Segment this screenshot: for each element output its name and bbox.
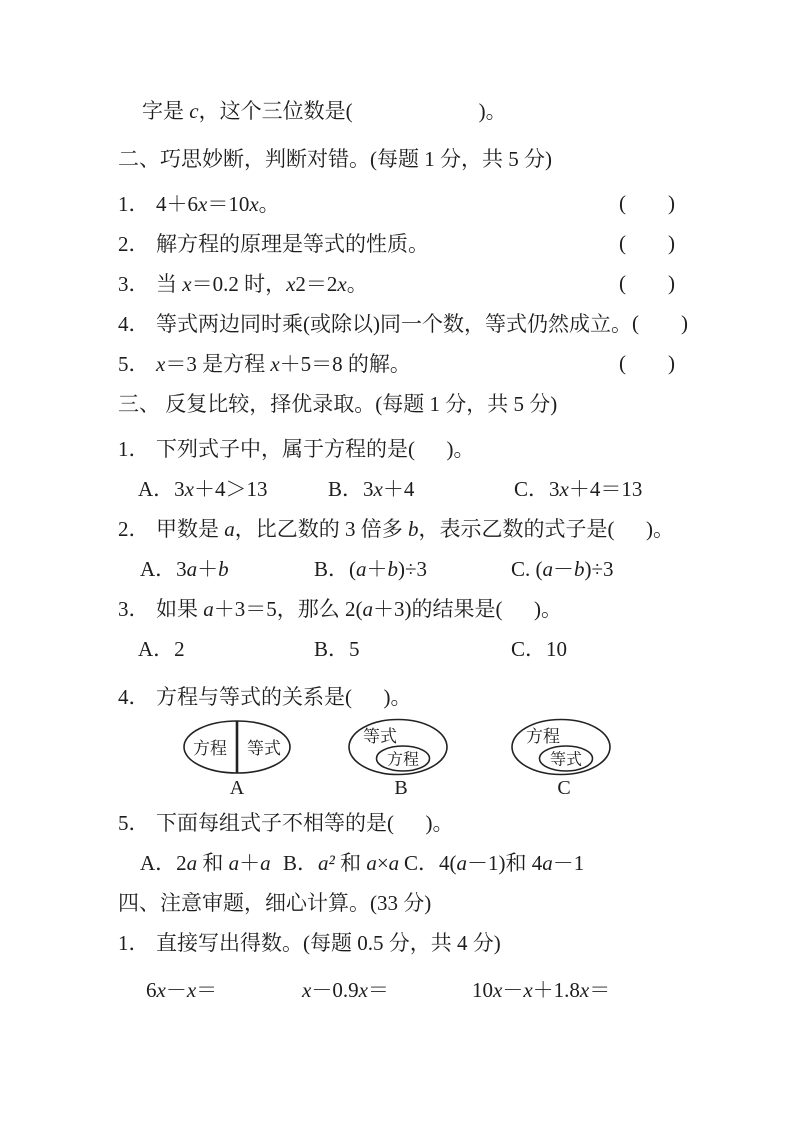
calc-expression-1: 6x－x＝ xyxy=(146,978,218,1002)
venn-diagram-c xyxy=(508,718,620,798)
venn-c-nested-ellipse xyxy=(508,718,620,776)
question-number: 2． xyxy=(118,232,150,256)
option-a: A．2 xyxy=(138,637,185,661)
venn-b-outer-label: 等式 xyxy=(363,727,397,746)
question-text: 方程与等式的关系是( )。 xyxy=(156,685,412,709)
question-number: 3． xyxy=(118,272,150,296)
question-number: 1． xyxy=(118,931,150,955)
question-number: 2． xyxy=(118,517,150,541)
option-b: B．a² 和 a×a xyxy=(283,851,400,875)
question-text: 下列式子中，属于方程的是( )。 xyxy=(156,437,475,461)
venn-diagram-row xyxy=(118,716,675,802)
section-three-heading-row xyxy=(118,383,675,423)
answer-bracket: ( ) xyxy=(619,230,675,255)
option-c: C．4(a－1)和 4a－1 xyxy=(404,851,585,875)
answer-bracket: ( ) xyxy=(619,350,675,375)
choice-options-5 xyxy=(118,842,675,882)
venn-diagram-b xyxy=(345,718,457,798)
question-text: 甲数是 a，比乙数的 3 倍多 b，表示乙数的式子是( )。 xyxy=(156,517,674,541)
question-text: 等式两边同时乘(或除以)同一个数，等式仍然成立。 xyxy=(156,312,632,336)
option-a: A．3x＋4＞13 xyxy=(138,477,268,501)
tf-item-5 xyxy=(118,343,675,383)
venn-a-right-label: 等式 xyxy=(247,739,281,758)
question-text: 4＋6x＝10x。 xyxy=(156,192,280,216)
question-text: 解方程的原理是等式的性质。 xyxy=(156,232,429,256)
option-c: C．10 xyxy=(511,637,568,661)
option-b: B．5 xyxy=(314,637,360,661)
question-text: 下面每组式子不相等的是( )。 xyxy=(156,811,454,835)
choice-question-4 xyxy=(118,676,675,716)
question-number: 4． xyxy=(118,312,150,336)
question-number: 1． xyxy=(118,192,150,216)
answer-bracket: ( ) xyxy=(631,310,688,335)
choice-question-1 xyxy=(118,428,675,468)
option-a: A．2a 和 a＋a xyxy=(140,851,271,875)
tf-item-3 xyxy=(118,263,675,303)
option-b: B．3x＋4 xyxy=(328,477,415,501)
venn-b-letter: B xyxy=(394,777,408,799)
calc-expression-3: 10x－x＋1.8x＝ xyxy=(472,978,611,1002)
choice-options-1 xyxy=(118,468,675,508)
section-four-heading-row xyxy=(118,882,675,922)
venn-b-inner-label: 方程 xyxy=(386,751,420,769)
question-number: 5． xyxy=(118,811,150,835)
venn-c-letter: C xyxy=(557,777,571,799)
tf-item-1 xyxy=(118,183,675,223)
venn-c-outer-label: 方程 xyxy=(526,727,560,746)
question-number: 4． xyxy=(118,685,150,709)
question-number: 5． xyxy=(118,352,150,376)
section-two-heading-row xyxy=(118,138,675,178)
question-text: 如果 a＋3＝5，那么 2(a＋3)的结果是( )。 xyxy=(156,597,562,621)
section-two-heading: 二、巧思妙断，判断对错。(每题 1 分，共 5 分) xyxy=(118,147,552,171)
question-text: x＝3 是方程 x＋5＝8 的解。 xyxy=(156,352,411,376)
venn-c-inner-label: 等式 xyxy=(549,751,583,769)
answer-bracket: ( ) xyxy=(619,190,675,215)
choice-options-3 xyxy=(118,628,675,668)
venn-a-left-label: 方程 xyxy=(193,739,227,758)
option-a: A．3a＋b xyxy=(140,557,229,581)
option-c: C. (a－b)÷3 xyxy=(511,557,614,581)
section-four-sub-question xyxy=(118,922,675,962)
venn-b-nested-ellipse xyxy=(345,718,457,776)
tf-item-2 xyxy=(118,223,675,263)
section-four-heading: 四、注意审题，细心计算。(33 分) xyxy=(118,891,432,915)
calc-expression-2: x－0.9x＝ xyxy=(302,978,389,1002)
section-three-heading: 三、 反复比较，择优录取。(每题 1 分，共 5 分) xyxy=(118,392,558,416)
choice-question-5 xyxy=(118,802,675,842)
venn-a-letter: A xyxy=(229,777,245,799)
choice-question-3 xyxy=(118,588,675,628)
intro-line xyxy=(118,90,675,130)
venn-diagram-a xyxy=(181,718,293,798)
question-number: 3． xyxy=(118,597,150,621)
calculation-row xyxy=(118,969,675,1009)
question-text: 当 x＝0.2 时，x2＝2x。 xyxy=(156,272,368,296)
tf-item-4 xyxy=(118,303,688,343)
option-c: C．3x＋4＝13 xyxy=(514,477,643,501)
answer-bracket: ( ) xyxy=(619,270,675,295)
question-number: 1． xyxy=(118,437,150,461)
intro-text: 字是 c，这个三位数是( )。 xyxy=(142,99,507,123)
choice-options-2 xyxy=(118,548,675,588)
option-b: B．(a＋b)÷3 xyxy=(314,557,428,581)
choice-question-2 xyxy=(118,508,675,548)
question-text: 直接写出得数。(每题 0.5 分，共 4 分) xyxy=(156,931,501,955)
venn-a-split-ellipse xyxy=(181,718,293,776)
